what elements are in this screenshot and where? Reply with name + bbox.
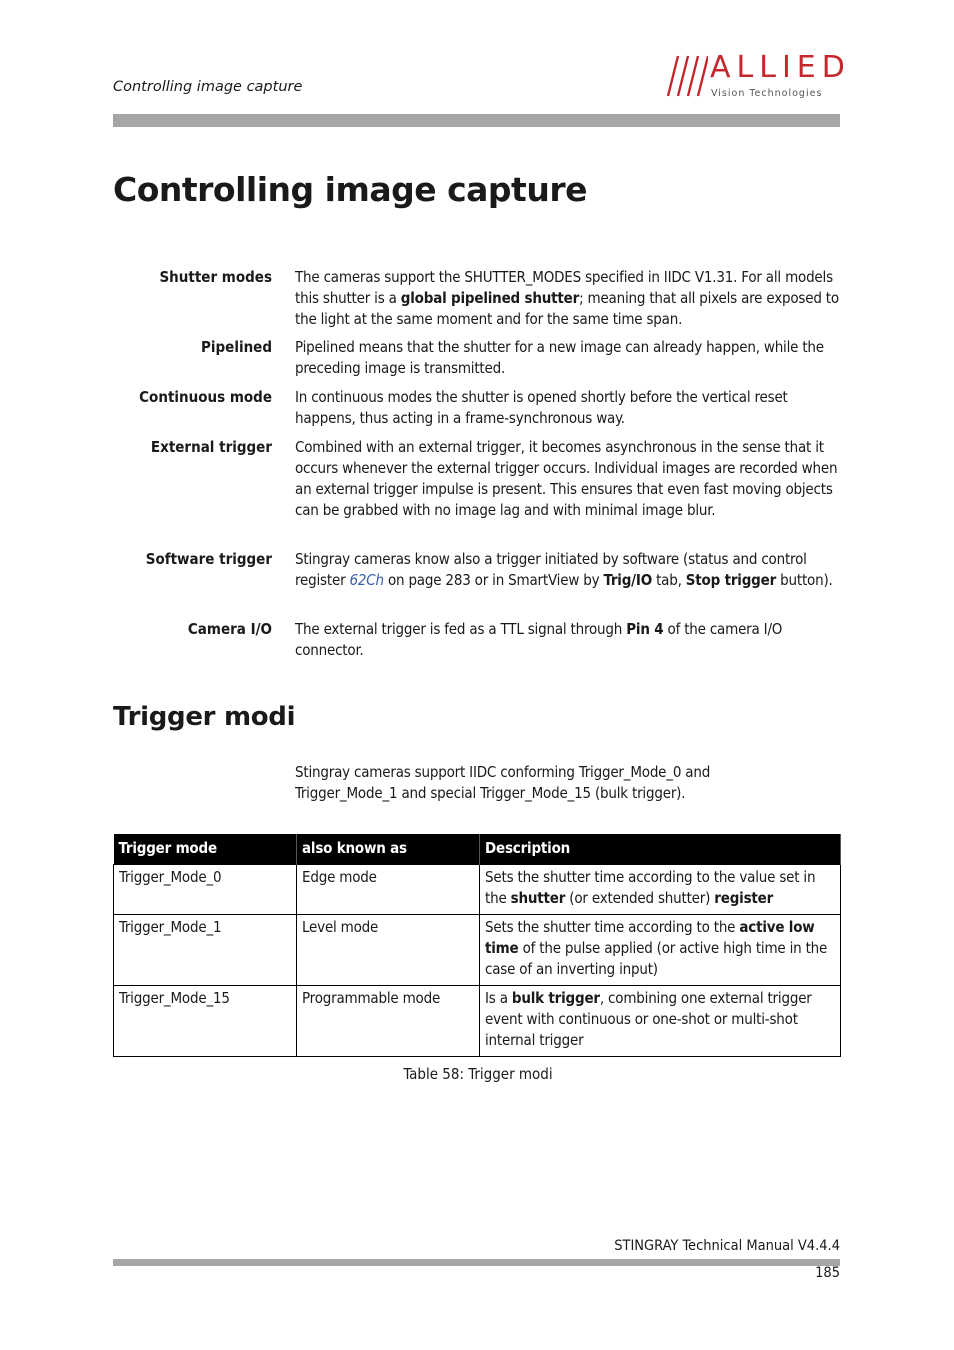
logo-slashes-icon [666, 54, 708, 98]
text-run: , combining one external trigger event with continuous or one-shot or multi-shot internal trigger [485, 989, 812, 1049]
trigger-mode-cell: Trigger_Mode_15 [114, 986, 297, 1057]
bold-text: Stop trigger [685, 571, 777, 589]
trigger-modes-table [113, 834, 841, 1057]
aka-cell: Programmable mode [297, 986, 480, 1057]
definition-term: Pipelined [201, 338, 272, 356]
header-rule [113, 114, 840, 127]
table-header-cell: also known as [297, 834, 480, 865]
bold-text: register [714, 889, 774, 907]
bold-text: Pin 4 [626, 620, 664, 638]
description-cell [480, 986, 841, 1057]
aka-cell: Level mode [297, 915, 480, 986]
page-title: Controlling image capture [113, 170, 587, 209]
text-run: tab, [652, 571, 686, 589]
definition-term: Shutter modes [159, 268, 272, 286]
text-run: (or extended shutter) [565, 889, 715, 907]
definition-term: Continuous mode [139, 388, 272, 406]
footer-manual-title: STINGRAY Technical Manual V4.4.4 [614, 1238, 840, 1254]
definition-description [295, 337, 845, 379]
bold-text: bulk trigger [511, 989, 600, 1007]
definition-term: Camera I/O [187, 620, 272, 638]
text-run: of the camera I/O connector. [295, 620, 783, 659]
text-run: button). [776, 571, 833, 589]
definition-term: External trigger [150, 438, 272, 456]
definition-description [295, 267, 845, 330]
definition-term: Software trigger [145, 550, 272, 568]
definition-description [295, 437, 845, 521]
table-caption: Table 58: Trigger modi [403, 1065, 553, 1083]
section-title: Trigger modi [113, 702, 296, 732]
definition-description [295, 619, 845, 661]
text-run: Stingray cameras know also a trigger initiated by software (status and control register [295, 550, 807, 589]
footer-rule [113, 1259, 840, 1266]
running-header: Controlling image capture [113, 79, 303, 95]
text-run: Combined with an external trigger, it becomes asynchronous in the sense that it occurs whenever the external trigger occurs. Individual images are recorded when an external trigger impulse is present. This ensures that even fast moving objects can be grabbed with no image lag and with minimal image blur. [295, 438, 838, 519]
table-header-cell: Description [480, 834, 841, 865]
bold-text: active low time [485, 918, 815, 957]
text-run: ; meaning that all pixels are exposed to the light at the same moment and for the same time span. [295, 289, 839, 328]
table-row [114, 865, 841, 915]
page-number: 185 [815, 1265, 840, 1281]
table-header-cell: Trigger mode [114, 834, 297, 865]
trigger-mode-cell: Trigger_Mode_1 [114, 915, 297, 986]
cross-reference-link[interactable]: 62Ch [349, 571, 384, 589]
text-run: on page 283 or in SmartView by [383, 571, 604, 589]
allied-logo [666, 50, 851, 102]
text-run: The external trigger is fed as a TTL signal through [295, 620, 627, 638]
table-header-row [114, 834, 841, 865]
aka-cell: Edge mode [297, 865, 480, 915]
logo-subtitle: Vision Technologies [711, 88, 823, 99]
table-row [114, 915, 841, 986]
bold-text: global pipelined shutter [400, 289, 580, 307]
table-row [114, 986, 841, 1057]
definition-description [295, 387, 845, 429]
text-run: In continuous modes the shutter is opened shortly before the vertical reset happens, thus acting in a frame-synchronous way. [295, 388, 788, 427]
bold-text: shutter [510, 889, 566, 907]
bold-text: Trig/IO [603, 571, 652, 589]
description-cell [480, 915, 841, 986]
text-run: Is a [485, 989, 512, 1007]
trigger-mode-cell: Trigger_Mode_0 [114, 865, 297, 915]
section-intro: Stingray cameras support IIDC conforming Trigger_Mode_0 and Trigger_Mode_1 and special Trigger_Mode_15 (bulk trigger). [295, 763, 711, 802]
text-run: Pipelined means that the shutter for a new image can already happen, while the preceding image is transmitted. [295, 338, 824, 377]
text-run: of the pulse applied (or active high time in the case of an inverting input) [485, 939, 828, 978]
definition-description [295, 549, 845, 591]
logo-wordmark: ALLIED [710, 50, 851, 85]
text-run: The cameras support the SHUTTER_MODES specified in IIDC V1.31. For all models this shutter is a [295, 268, 833, 307]
description-cell [480, 865, 841, 915]
text-run: Sets the shutter time according to the value set in the [485, 868, 816, 907]
text-run: Sets the shutter time according to the [485, 918, 740, 936]
